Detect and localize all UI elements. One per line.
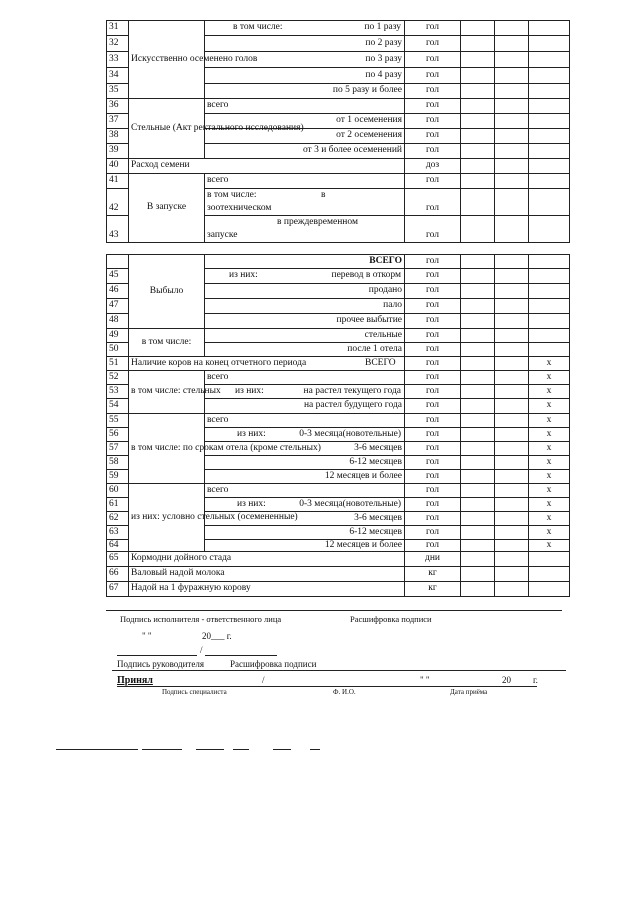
row-number: 37 bbox=[107, 114, 129, 129]
row-number: 67 bbox=[107, 582, 129, 597]
row-number: 53 bbox=[107, 385, 129, 399]
unit-cell: гол bbox=[405, 414, 461, 428]
divider bbox=[112, 670, 566, 671]
x-mark: х bbox=[529, 470, 570, 484]
group-label-conditionally-pregnant: из них: условно стельных (осемененные) bbox=[129, 484, 205, 552]
group-label-dry: В запуске bbox=[129, 174, 205, 243]
value-cell[interactable] bbox=[461, 21, 495, 36]
unit-cell: гол bbox=[405, 99, 461, 114]
group-label-calving-term: в том числе: по срокам отела (кроме стельных) bbox=[129, 414, 205, 484]
value-cell[interactable] bbox=[461, 216, 495, 243]
value-cell[interactable] bbox=[495, 456, 529, 470]
value-cell[interactable] bbox=[461, 144, 495, 159]
row-number: 40 bbox=[107, 159, 129, 174]
table-row bbox=[107, 255, 570, 269]
unit-cell: гол bbox=[405, 540, 461, 552]
table-row bbox=[107, 552, 570, 567]
value-cell[interactable] bbox=[529, 582, 570, 597]
value-cell[interactable] bbox=[461, 36, 495, 52]
value-cell[interactable] bbox=[495, 299, 529, 314]
value-cell[interactable] bbox=[461, 470, 495, 484]
unit-cell: гол bbox=[405, 314, 461, 329]
row-label: пало bbox=[205, 299, 405, 314]
row-label: прочее выбытие bbox=[205, 314, 405, 329]
value-cell[interactable] bbox=[495, 189, 529, 216]
line bbox=[310, 749, 320, 750]
row-label: продано bbox=[205, 284, 405, 299]
row-label: из них: на растел текущего года bbox=[205, 385, 405, 399]
row-label: Валовый надой молока bbox=[129, 567, 405, 582]
unit-cell: гол bbox=[405, 526, 461, 540]
line bbox=[142, 749, 182, 750]
value-cell[interactable] bbox=[529, 343, 570, 357]
value-cell[interactable] bbox=[495, 314, 529, 329]
row-label: Наличие коров на конец отчетного периода ВСЕГО bbox=[129, 357, 405, 371]
unit-cell: гол bbox=[405, 21, 461, 36]
row-number: 46 bbox=[107, 284, 129, 299]
line bbox=[233, 749, 249, 750]
group-label-including: в том числе: bbox=[129, 329, 205, 357]
value-cell[interactable] bbox=[529, 68, 570, 84]
row-label: в том числе: по 1 разу bbox=[205, 21, 405, 36]
date-year: 20___ г. bbox=[202, 631, 232, 641]
row-label: по 2 разу bbox=[205, 36, 405, 52]
value-cell[interactable] bbox=[461, 52, 495, 68]
head-signature-decoding-caption: Расшифровка подписи bbox=[230, 659, 317, 669]
value-cell[interactable] bbox=[495, 114, 529, 129]
table-row bbox=[107, 357, 570, 371]
unit-cell: гол bbox=[405, 484, 461, 498]
value-cell[interactable] bbox=[495, 159, 529, 174]
unit-cell: гол bbox=[405, 284, 461, 299]
value-cell[interactable] bbox=[495, 84, 529, 99]
x-mark: х bbox=[529, 498, 570, 512]
head-signature-caption: Подпись руководителя bbox=[117, 659, 204, 669]
row-label: 12 месяцев и более bbox=[205, 470, 405, 484]
value-cell[interactable] bbox=[461, 428, 495, 442]
value-cell[interactable] bbox=[461, 484, 495, 498]
value-cell[interactable] bbox=[461, 582, 495, 597]
value-cell[interactable] bbox=[495, 428, 529, 442]
row-number: 43 bbox=[107, 216, 129, 243]
row-label: ВСЕГО bbox=[205, 255, 405, 269]
row-number: 50 bbox=[107, 343, 129, 357]
row-number: 54 bbox=[107, 399, 129, 414]
value-cell[interactable] bbox=[495, 99, 529, 114]
unit-cell: дни bbox=[405, 552, 461, 567]
row-number: 64 bbox=[107, 540, 129, 552]
unit-cell: гол bbox=[405, 456, 461, 470]
value-cell[interactable] bbox=[461, 68, 495, 84]
value-cell[interactable] bbox=[495, 399, 529, 414]
row-label: по 3 разу bbox=[205, 52, 405, 68]
value-cell[interactable] bbox=[461, 371, 495, 385]
row-number: 60 bbox=[107, 484, 129, 498]
value-cell[interactable] bbox=[495, 329, 529, 343]
value-cell[interactable] bbox=[461, 385, 495, 399]
signature-line bbox=[117, 655, 197, 656]
herd-status-table bbox=[106, 254, 570, 597]
unit-cell: гол bbox=[405, 269, 461, 284]
table-row bbox=[107, 582, 570, 597]
row-label: всего bbox=[205, 371, 405, 385]
row-label: после 1 отела bbox=[205, 343, 405, 357]
value-cell[interactable] bbox=[495, 216, 529, 243]
row-number: 47 bbox=[107, 299, 129, 314]
table-row bbox=[107, 174, 570, 189]
value-cell[interactable] bbox=[529, 329, 570, 343]
value-cell[interactable] bbox=[529, 21, 570, 36]
unit-cell: гол bbox=[405, 255, 461, 269]
value-cell[interactable] bbox=[495, 36, 529, 52]
x-mark: х bbox=[529, 484, 570, 498]
full-name-caption: Ф. И.О. bbox=[333, 688, 356, 696]
row-label: 3-6 месяцев bbox=[205, 442, 405, 456]
row-label: от 3 и более осеменений bbox=[205, 144, 405, 159]
value-cell[interactable] bbox=[461, 540, 495, 552]
x-mark: х bbox=[529, 414, 570, 428]
row-label: всего bbox=[205, 174, 405, 189]
value-cell[interactable] bbox=[461, 498, 495, 512]
group-label-retired: Выбыло bbox=[129, 255, 205, 329]
value-cell[interactable] bbox=[461, 414, 495, 428]
value-cell[interactable] bbox=[529, 314, 570, 329]
unit-cell: гол bbox=[405, 84, 461, 99]
unit-cell: гол bbox=[405, 129, 461, 144]
unit-cell: гол bbox=[405, 512, 461, 526]
x-mark: х bbox=[529, 540, 570, 552]
value-cell[interactable] bbox=[495, 470, 529, 484]
row-label: на растел будущего года bbox=[205, 399, 405, 414]
row-number: 45 bbox=[107, 269, 129, 284]
value-cell[interactable] bbox=[495, 414, 529, 428]
row-number: 66 bbox=[107, 567, 129, 582]
value-cell[interactable] bbox=[495, 269, 529, 284]
unit-cell: гол bbox=[405, 114, 461, 129]
value-cell[interactable] bbox=[495, 552, 529, 567]
slash: / bbox=[262, 675, 265, 685]
accepted-label: Принял bbox=[117, 675, 153, 686]
row-label: стельные bbox=[205, 329, 405, 343]
value-cell[interactable] bbox=[529, 299, 570, 314]
value-cell[interactable] bbox=[461, 357, 495, 371]
row-number: 56 bbox=[107, 428, 129, 442]
table-row bbox=[107, 21, 570, 36]
value-cell[interactable] bbox=[529, 567, 570, 582]
date-g: г. bbox=[533, 675, 538, 685]
value-cell[interactable] bbox=[461, 399, 495, 414]
value-cell[interactable] bbox=[529, 36, 570, 52]
table-row bbox=[107, 371, 570, 385]
value-cell[interactable] bbox=[461, 526, 495, 540]
x-mark: х bbox=[529, 526, 570, 540]
slash: / bbox=[200, 645, 203, 655]
row-number: 51 bbox=[107, 357, 129, 371]
row-number: 33 bbox=[107, 52, 129, 68]
row-label: по 4 разу bbox=[205, 68, 405, 84]
unit-cell: гол bbox=[405, 144, 461, 159]
value-cell[interactable] bbox=[495, 284, 529, 299]
value-cell[interactable] bbox=[495, 484, 529, 498]
row-label: всего bbox=[205, 414, 405, 428]
value-cell[interactable] bbox=[495, 144, 529, 159]
row-number: 38 bbox=[107, 129, 129, 144]
value-cell[interactable] bbox=[529, 99, 570, 114]
row-label: Кормодни дойного стада bbox=[129, 552, 405, 567]
row-label: из них: 0-3 месяца(новотельные) bbox=[205, 428, 405, 442]
value-cell[interactable] bbox=[461, 174, 495, 189]
row-number: 48 bbox=[107, 314, 129, 329]
value-cell[interactable] bbox=[461, 255, 495, 269]
unit-cell: гол bbox=[405, 343, 461, 357]
line bbox=[273, 749, 291, 750]
specialist-signature-caption: Подпись специалиста bbox=[162, 688, 227, 696]
row-number: 58 bbox=[107, 456, 129, 470]
value-cell[interactable] bbox=[529, 159, 570, 174]
acceptance-date-caption: Дата приёма bbox=[450, 688, 488, 696]
value-cell[interactable] bbox=[529, 269, 570, 284]
unit-cell: гол bbox=[405, 189, 461, 216]
table-row bbox=[107, 484, 570, 498]
value-cell[interactable] bbox=[461, 329, 495, 343]
group-label-pregnant-stock: в том числе: стельных bbox=[129, 371, 205, 414]
row-label: по 5 разу и более bbox=[205, 84, 405, 99]
row-number: 36 bbox=[107, 99, 129, 114]
unit-cell: гол bbox=[405, 385, 461, 399]
unit-cell: гол bbox=[405, 329, 461, 343]
value-cell[interactable] bbox=[461, 512, 495, 526]
table-row bbox=[107, 329, 570, 343]
table-row bbox=[107, 99, 570, 114]
value-cell[interactable] bbox=[495, 255, 529, 269]
x-mark: х bbox=[529, 357, 570, 371]
value-cell[interactable] bbox=[495, 582, 529, 597]
value-cell[interactable] bbox=[529, 552, 570, 567]
value-cell[interactable] bbox=[495, 68, 529, 84]
row-number: 35 bbox=[107, 84, 129, 99]
unit-cell: гол bbox=[405, 174, 461, 189]
row-label: 6-12 месяцев bbox=[205, 526, 405, 540]
row-number: 61 bbox=[107, 498, 129, 512]
value-cell[interactable] bbox=[461, 159, 495, 174]
value-cell[interactable] bbox=[529, 189, 570, 216]
x-mark: х bbox=[529, 512, 570, 526]
value-cell[interactable] bbox=[529, 144, 570, 159]
x-mark: х bbox=[529, 456, 570, 470]
unit-cell: гол bbox=[405, 399, 461, 414]
unit-cell: гол bbox=[405, 498, 461, 512]
row-label: всего bbox=[205, 484, 405, 498]
value-cell[interactable] bbox=[529, 114, 570, 129]
row-label: от 1 осеменения bbox=[205, 114, 405, 129]
x-mark: х bbox=[529, 399, 570, 414]
value-cell[interactable] bbox=[529, 255, 570, 269]
value-cell[interactable] bbox=[495, 540, 529, 552]
unit-cell: гол bbox=[405, 371, 461, 385]
row-label: в том числе: в зоотехническом bbox=[205, 189, 405, 216]
table-row bbox=[107, 567, 570, 582]
value-cell[interactable] bbox=[495, 371, 529, 385]
row-label: в преждевременном запуске bbox=[205, 216, 405, 243]
unit-cell: доз bbox=[405, 159, 461, 174]
value-cell[interactable] bbox=[529, 284, 570, 299]
value-cell[interactable] bbox=[461, 552, 495, 567]
insemination-table bbox=[106, 20, 570, 243]
date-quote: " " bbox=[420, 675, 430, 685]
value-cell[interactable] bbox=[461, 129, 495, 144]
value-cell[interactable] bbox=[529, 84, 570, 99]
divider bbox=[106, 610, 562, 611]
executor-signature-caption: Подпись исполнителя - ответственного лица bbox=[120, 614, 282, 624]
row-label: 12 месяцев и более bbox=[205, 540, 405, 552]
unit-cell: гол bbox=[405, 299, 461, 314]
unit-cell: гол bbox=[405, 52, 461, 68]
table-row bbox=[107, 159, 570, 174]
value-cell[interactable] bbox=[529, 216, 570, 243]
row-number bbox=[107, 255, 129, 269]
value-cell[interactable] bbox=[461, 314, 495, 329]
x-mark: х bbox=[529, 371, 570, 385]
row-number: 31 bbox=[107, 21, 129, 36]
row-number: 42 bbox=[107, 189, 129, 216]
row-number: 65 bbox=[107, 552, 129, 567]
signature-line bbox=[205, 655, 277, 656]
value-cell[interactable] bbox=[495, 174, 529, 189]
value-cell[interactable] bbox=[461, 189, 495, 216]
value-cell[interactable] bbox=[461, 99, 495, 114]
unit-cell: гол bbox=[405, 216, 461, 243]
row-label: из них: перевод в откорм bbox=[205, 269, 405, 284]
value-cell[interactable] bbox=[461, 84, 495, 99]
value-cell[interactable] bbox=[461, 567, 495, 582]
row-number: 63 bbox=[107, 526, 129, 540]
accepted-line bbox=[117, 686, 537, 687]
group-label-pregnant: Стельные (Акт ректального исследования) bbox=[129, 99, 205, 159]
unit-cell: гол bbox=[405, 357, 461, 371]
value-cell[interactable] bbox=[461, 299, 495, 314]
row-label: 3-6 месяцев bbox=[205, 512, 405, 526]
row-label: Надой на 1 фуражную корову bbox=[129, 582, 405, 597]
value-cell[interactable] bbox=[495, 129, 529, 144]
value-cell[interactable] bbox=[495, 567, 529, 582]
value-cell[interactable] bbox=[461, 269, 495, 284]
unit-cell: гол bbox=[405, 428, 461, 442]
unit-cell: гол bbox=[405, 36, 461, 52]
unit-cell: гол bbox=[405, 470, 461, 484]
row-label: Расход семени bbox=[129, 159, 405, 174]
x-mark: х bbox=[529, 385, 570, 399]
unit-cell: гол bbox=[405, 68, 461, 84]
row-number: 62 bbox=[107, 512, 129, 526]
line bbox=[196, 749, 224, 750]
row-number: 41 bbox=[107, 174, 129, 189]
value-cell[interactable] bbox=[461, 442, 495, 456]
value-cell[interactable] bbox=[461, 114, 495, 129]
row-number: 59 bbox=[107, 470, 129, 484]
unit-cell: кг bbox=[405, 567, 461, 582]
value-cell[interactable] bbox=[495, 498, 529, 512]
row-number: 52 bbox=[107, 371, 129, 385]
row-number: 39 bbox=[107, 144, 129, 159]
signature-decoding-caption: Расшифровка подписи bbox=[350, 614, 432, 624]
date-year: 20 bbox=[502, 675, 511, 685]
value-cell[interactable] bbox=[461, 343, 495, 357]
unit-cell: гол bbox=[405, 442, 461, 456]
row-number: 32 bbox=[107, 36, 129, 52]
value-cell[interactable] bbox=[529, 129, 570, 144]
value-cell[interactable] bbox=[461, 456, 495, 470]
table-row bbox=[107, 414, 570, 428]
row-number: 55 bbox=[107, 414, 129, 428]
value-cell[interactable] bbox=[495, 21, 529, 36]
value-cell[interactable] bbox=[495, 357, 529, 371]
row-label: из них: 0-3 месяца(новотельные) bbox=[205, 498, 405, 512]
row-number: 57 bbox=[107, 442, 129, 456]
value-cell[interactable] bbox=[495, 52, 529, 68]
value-cell[interactable] bbox=[495, 385, 529, 399]
value-cell[interactable] bbox=[495, 526, 529, 540]
row-label: 6-12 месяцев bbox=[205, 456, 405, 470]
line bbox=[56, 749, 138, 750]
value-cell[interactable] bbox=[461, 284, 495, 299]
row-number: 49 bbox=[107, 329, 129, 343]
group-label-inseminated: Искусственно осеменено голов bbox=[129, 21, 205, 99]
value-cell[interactable] bbox=[495, 343, 529, 357]
value-cell[interactable] bbox=[495, 442, 529, 456]
value-cell[interactable] bbox=[529, 52, 570, 68]
row-label: от 2 осеменения bbox=[205, 129, 405, 144]
date-quote: " " bbox=[142, 631, 152, 641]
value-cell[interactable] bbox=[529, 174, 570, 189]
row-label: всего bbox=[205, 99, 405, 114]
x-mark: х bbox=[529, 428, 570, 442]
value-cell[interactable] bbox=[495, 512, 529, 526]
unit-cell: кг bbox=[405, 582, 461, 597]
x-mark: х bbox=[529, 442, 570, 456]
row-number: 34 bbox=[107, 68, 129, 84]
